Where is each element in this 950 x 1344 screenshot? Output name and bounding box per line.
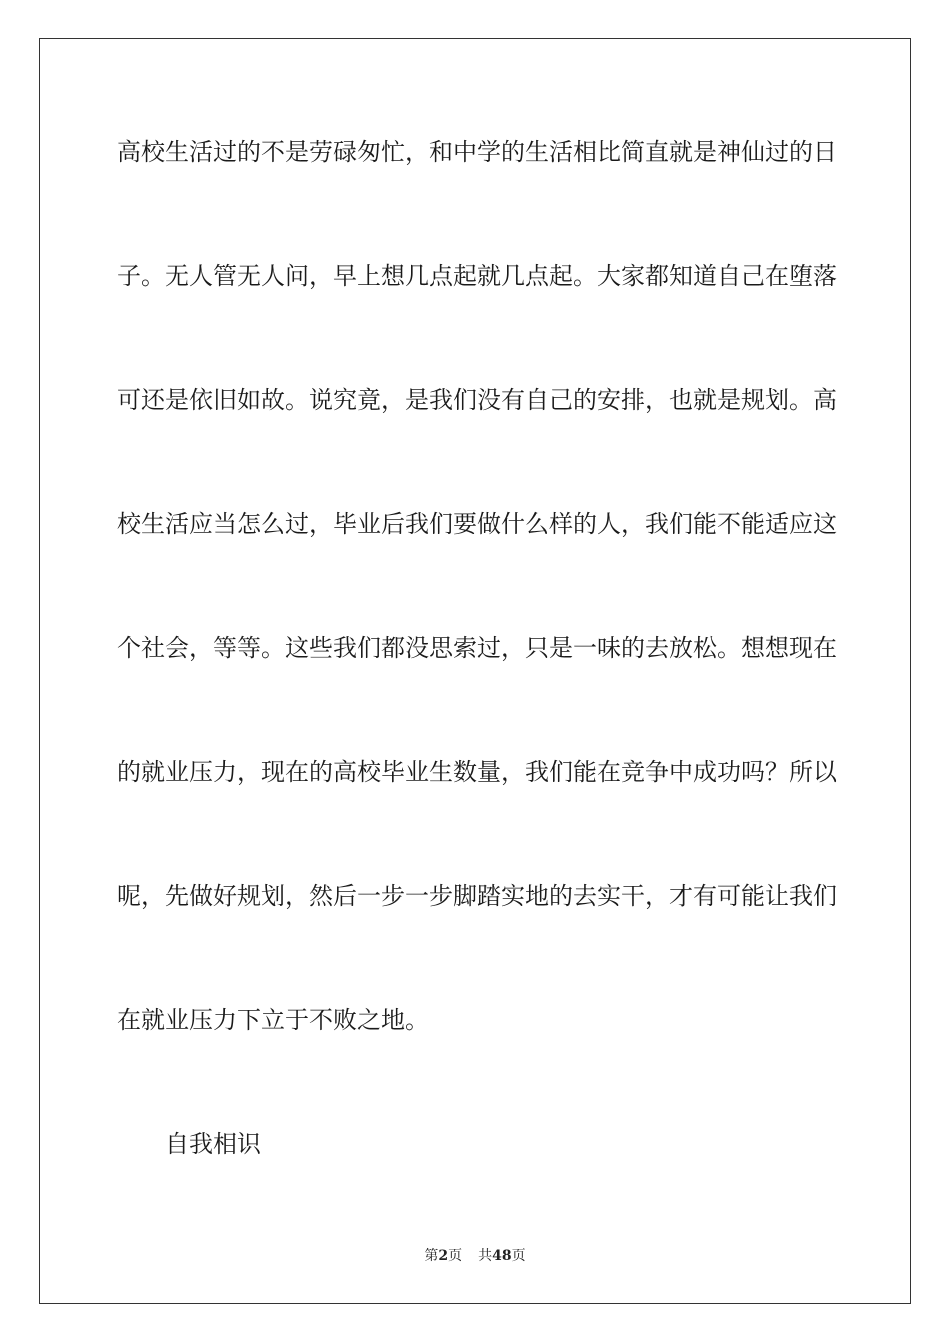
paragraph-line: 呢，先做好规划，然后一步一步脚踏实地的去实干，才有可能让我们 — [117, 882, 837, 910]
page-border — [39, 38, 911, 1304]
section-heading: 自我相识 — [165, 1130, 261, 1158]
paragraph-line: 校生活应当怎么过，毕业后我们要做什么样的人，我们能不能适应这 — [117, 510, 837, 538]
total-suffix: 页 — [511, 1248, 526, 1264]
total-pages: 48 — [492, 1248, 512, 1264]
paragraph-line: 子。无人管无人问，早上想几点起就几点起。大家都知道自己在堕落 — [117, 262, 837, 290]
page-number: 2 — [438, 1248, 449, 1264]
paragraph-line: 可还是依旧如故。说究竟，是我们没有自己的安排，也就是规划。高 — [117, 386, 837, 414]
page-suffix: 页 — [448, 1248, 463, 1264]
page-footer — [0, 1247, 950, 1265]
total-prefix: 共 — [478, 1248, 493, 1264]
paragraph-line: 个社会，等等。这些我们都没思索过，只是一味的去放松。想想现在 — [117, 634, 837, 662]
paragraph-line: 的就业压力，现在的高校毕业生数量，我们能在竞争中成功吗？所以 — [117, 758, 837, 786]
page-prefix: 第 — [424, 1248, 439, 1264]
paragraph-line: 在就业压力下立于不败之地。 — [117, 1006, 429, 1034]
paragraph-line: 高校生活过的不是劳碌匆忙，和中学的生活相比简直就是神仙过的日 — [117, 138, 837, 166]
